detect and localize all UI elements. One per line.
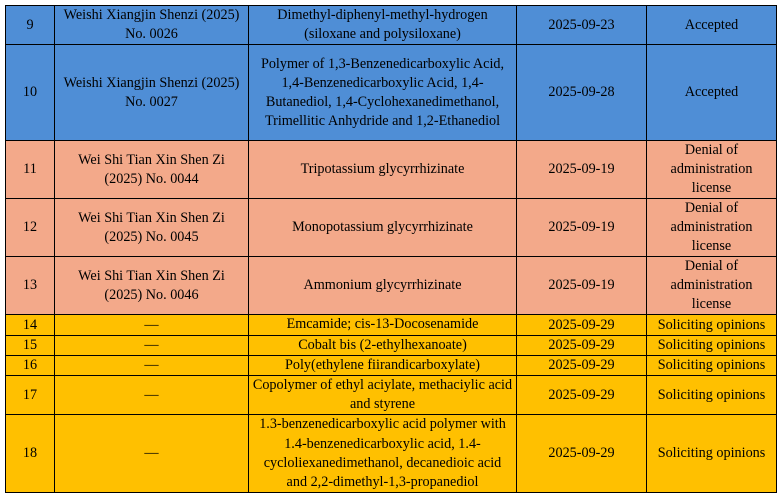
- row-number: 12: [6, 199, 55, 257]
- status: Denial of administration license: [647, 257, 777, 315]
- row-number: 17: [6, 376, 55, 415]
- substance-name: Emcamide; cis-13-Docosenamide: [249, 315, 517, 335]
- substance-name: Dimethyl-diphenyl-methyl-hydrogen (siloxane and polysiloxane): [249, 6, 517, 45]
- document-number: —: [55, 376, 249, 415]
- document-number: Wei Shi Tian Xin Shen Zi (2025) No. 0046: [55, 257, 249, 315]
- date: 2025-09-29: [517, 355, 647, 375]
- substance-name: Polymer of 1,3-Benzenedicarboxylic Acid, 1,4-Benzenedicarboxylic Acid, 1,4-Butanediol, 1,4-Cyclohexanedimethanol, Trimellitic Anhydride and 1,2-Ethanediol: [249, 45, 517, 141]
- table-row: [6, 355, 777, 375]
- document-number: Weishi Xiangjin Shenzi (2025) No. 0027: [55, 45, 249, 141]
- substance-name: Copolymer of ethyl aciylate, methaciylic acid and styrene: [249, 376, 517, 415]
- status: Soliciting opinions: [647, 415, 777, 493]
- table-row: [6, 6, 777, 45]
- table-row: [6, 257, 777, 315]
- date: 2025-09-29: [517, 376, 647, 415]
- date: 2025-09-29: [517, 415, 647, 493]
- date: 2025-09-29: [517, 335, 647, 355]
- row-number: 16: [6, 355, 55, 375]
- table-row: [6, 376, 777, 415]
- document-number: Wei Shi Tian Xin Shen Zi (2025) No. 0044: [55, 141, 249, 199]
- substance-table: [5, 5, 777, 493]
- status: Soliciting opinions: [647, 335, 777, 355]
- row-number: 11: [6, 141, 55, 199]
- status: Soliciting opinions: [647, 376, 777, 415]
- status: Soliciting opinions: [647, 355, 777, 375]
- table-row: [6, 45, 777, 141]
- row-number: 18: [6, 415, 55, 493]
- row-number: 10: [6, 45, 55, 141]
- substance-name: Monopotassium glycyrrhizinate: [249, 199, 517, 257]
- row-number: 15: [6, 335, 55, 355]
- status: Accepted: [647, 45, 777, 141]
- document-number: Wei Shi Tian Xin Shen Zi (2025) No. 0045: [55, 199, 249, 257]
- date: 2025-09-28: [517, 45, 647, 141]
- date: 2025-09-19: [517, 257, 647, 315]
- table-row: [6, 415, 777, 493]
- table-row: [6, 141, 777, 199]
- table-row: [6, 199, 777, 257]
- document-number: —: [55, 335, 249, 355]
- date: 2025-09-19: [517, 199, 647, 257]
- document-number: —: [55, 355, 249, 375]
- row-number: 9: [6, 6, 55, 45]
- row-number: 14: [6, 315, 55, 335]
- substance-name: Cobalt bis (2-ethylhexanoate): [249, 335, 517, 355]
- row-number: 13: [6, 257, 55, 315]
- date: 2025-09-19: [517, 141, 647, 199]
- document-number: —: [55, 315, 249, 335]
- substance-name: 1.3-benzenedicarboxylic acid polymer with 1.4-benzenedicarboxylic acid, 1.4-cycloliexanedimethanol, decanedioic acid and 2,2-dimethyl-1,3-propanediol: [249, 415, 517, 493]
- status: Denial of administration license: [647, 199, 777, 257]
- date: 2025-09-29: [517, 315, 647, 335]
- substance-name: Ammonium glycyrrhizinate: [249, 257, 517, 315]
- status: Denial of administration license: [647, 141, 777, 199]
- status: Soliciting opinions: [647, 315, 777, 335]
- table-container: [5, 5, 777, 493]
- document-number: Weishi Xiangjin Shenzi (2025) No. 0026: [55, 6, 249, 45]
- table-row: [6, 335, 777, 355]
- document-number: —: [55, 415, 249, 493]
- table-row: [6, 315, 777, 335]
- status: Accepted: [647, 6, 777, 45]
- date: 2025-09-23: [517, 6, 647, 45]
- substance-name: Tripotassium glycyrrhizinate: [249, 141, 517, 199]
- substance-name: Poly(ethylene fiirandicarboxylate): [249, 355, 517, 375]
